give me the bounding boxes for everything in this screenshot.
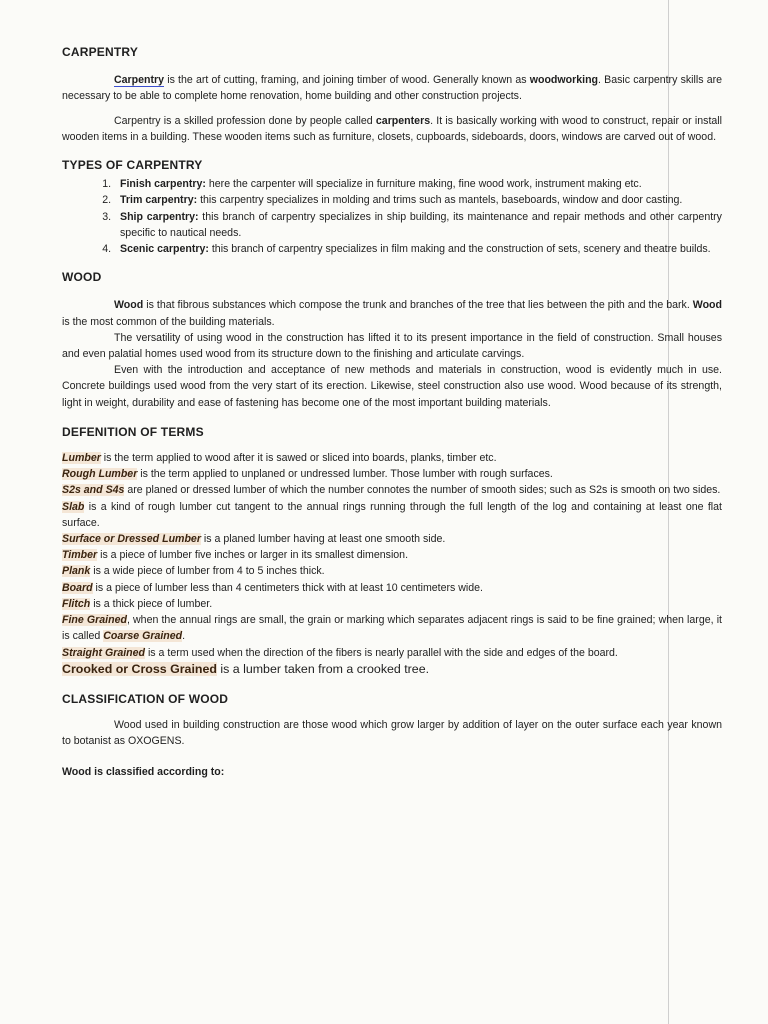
classification-lead: Wood is classified according to: xyxy=(62,765,225,778)
definition-item-crooked-grained: Crooked or Cross Grained is a lumber taken from a crooked tree. xyxy=(62,661,430,676)
heading-definition-of-terms: DEFENITION OF TERMS xyxy=(62,424,204,439)
carpentry-paragraph-2: Carpentry is a skilled profession done by people called carpenters. It is basically working with wood to construct, repair or install wooden items in a building. These wooden items such as furniture, closets, cupboards, sideboards, doors, windows are carved out of wood. xyxy=(62,114,723,143)
definition-item: Plank is a wide piece of lumber from 4 to 5 inches thick. xyxy=(62,565,325,578)
classification-paragraph: Wood used in building construction are those wood which grow larger by addition of layer on the outer surface each year known to botanist as OXOGENS. xyxy=(62,719,722,748)
list-item: 4. Scenic carpentry: this branch of carpentry specializes in film making and the construction of sets, scenery and theatre builds. xyxy=(114,241,722,257)
definition-item: Board is a piece of lumber less than 4 centimeters thick with at least 10 centimeters wide. xyxy=(62,581,483,594)
definition-item: S2s and S4s are planed or dressed lumber of which the number connotes the number of smooth sides; such as S2s is smooth on two sides. xyxy=(62,484,721,497)
wood-paragraph-1: Wood is that fibrous substances which compose the trunk and branches of the tree that lies between the pith and the bark. Wood is the most common of the building materials. xyxy=(62,299,722,328)
definition-item: Surface or Dressed Lumber is a planed lumber having at least one smooth side. xyxy=(62,533,446,546)
document-body xyxy=(62,44,722,780)
definition-item: Lumber is the term applied to wood after it is sawed or sliced into boards, planks, timber etc. xyxy=(62,452,497,465)
definition-item-fine-grained: Fine Grained, when the annual rings are small, the grain or marking which separates adjacent rings is said to be fine grained; when large, it is called Coarse Grained. xyxy=(62,614,722,643)
definition-item: Flitch is a thick piece of lumber. xyxy=(62,597,213,610)
heading-wood: WOOD xyxy=(62,270,102,285)
carpentry-paragraph-1: Carpentry is the art of cutting, framing, and joining timber of wood. Generally known as woodworking. Basic carpentry skills are necessary to be able to complete home renovation, home building and other construction projects. xyxy=(62,74,723,103)
definition-item: Slab is a kind of rough lumber cut tangent to the annual rings running through the full length of the log and containing at least one flat surface. xyxy=(62,500,722,529)
types-list xyxy=(62,176,722,257)
definition-item-straight-grained: Straight Grained is a term used when the direction of the fibers is nearly parallel with the side and edges of the board. xyxy=(62,646,618,659)
heading-types-of-carpentry: TYPES OF CARPENTRY xyxy=(62,158,203,173)
term-carpentry: Carpentry xyxy=(114,74,165,87)
definition-item: Timber is a piece of lumber five inches or larger in its smallest dimension. xyxy=(62,549,409,562)
list-item: 1. Finish carpentry: here the carpenter will specialize in furniture making, fine wood work, instrument making etc. xyxy=(114,176,722,192)
heading-classification-of-wood: CLASSIFICATION OF WOOD xyxy=(62,691,229,706)
wood-paragraph-3: Even with the introduction and acceptance of new methods and materials in construction, wood is evidently much in use. Concrete buildings used wood from the very start of its erection. Likewise, steel construction also use wood. Wood because of its strength, light in weight, durability and ease of fastening has become one of the most important building materials. xyxy=(62,364,722,409)
wood-paragraph-2: The versatility of using wood in the construction has lifted it to its present importance in the field of construction. Small houses and even palatial homes used wood from its structure down to the finishing and articulate carvings. xyxy=(62,331,722,361)
definition-item: Rough Lumber is the term applied to unplaned or undressed lumber. Those lumber with rough surfaces. xyxy=(62,468,553,481)
list-item: 3. Ship carpentry: this branch of carpentry specializes in ship building, its maintenance and repair methods and other carpentry specific to nautical needs. xyxy=(114,209,722,241)
term-woodworking: woodworking xyxy=(529,74,599,87)
term-carpenters: carpenters xyxy=(375,114,431,127)
list-item: 2. Trim carpentry: this carpentry specializes in molding and trims such as mantels, baseboards, window and door casting. xyxy=(114,192,722,208)
heading-carpentry: CARPENTRY xyxy=(62,45,139,59)
